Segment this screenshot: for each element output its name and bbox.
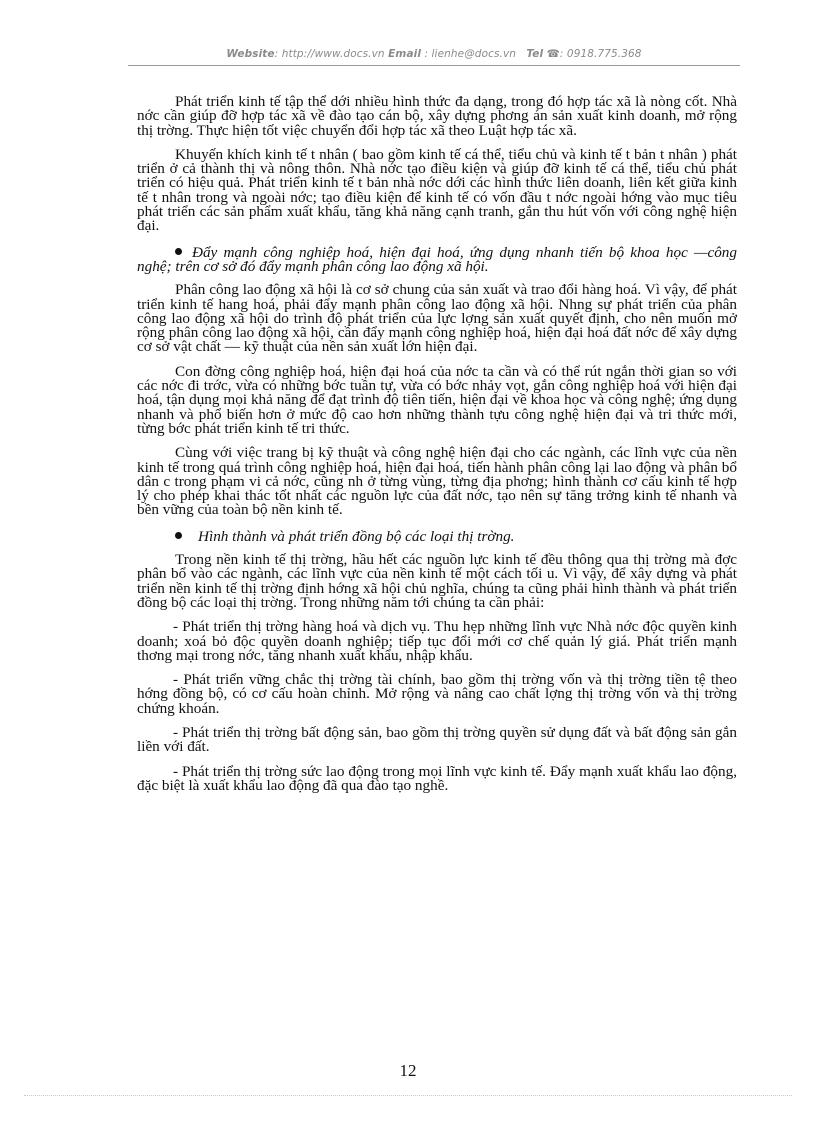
dash-item: - Phát triển vững chắc thị trờng tài chính, bao gồm thị trờng vốn và thị trờng tiền tệ theo hớng đồng bộ, có cơ cấu hoàn chỉnh. Mở rộng và nâng cao chất lợng thị trờng vốn và thị trờng chứng khoán. [137,671,737,717]
document-body [137,95,737,803]
tel-value: ☎: 0918.775.368 [543,48,642,60]
bullet-heading [137,527,737,545]
email-value: : lienhe@docs.vn [421,48,517,60]
paragraph: Phát triển kinh tế tập thể dới nhiều hình thức đa dạng, trong đó hợp tác xã là nòng cốt. Nhà nớc cần giúp đỡ hợp tác xã về đào tạo cán bộ, xây dựng phơng án sản xuất kinh doanh, mở rộng thị trờng. Thực hiện tốt việc chuyển đổi hợp tác xã theo Luật hợp tác xã. [137,93,737,139]
paragraph: Trong nền kinh tế thị trờng, hầu hết các nguồn lực kinh tế đều thông qua thị trờng mà đợc phân bổ vào các ngành, các lĩnh vực của nền kinh tế một cách tối u. Vì vậy, để xây dựng và phát triển nền kinh tế thị trờng định hớng xã hội chủ nghĩa, chúng ta cũng phải hình thành và phát triển đồng bộ các loại thị trờng. Trong những năm tới chúng ta cần phải: [137,551,737,611]
paragraph: Phân công lao động xã hội là cơ sở chung của sản xuất và trao đổi hàng hoá. Vì vậy, để phát triển kinh tế hang hoá, phải đẩy mạnh phân công lao động xã hội. Nhng sự phát triển của phân công lao động xã hội do trình độ phát triển của lực lợng sản xuất quyết định, cho nên muốn mở rộng phân công lao động xã hội, cần đẩy mạnh công nghiệp hoá, hiện đại hoá đất nớc để xây dựng cơ sở vật chất — kỹ thuật của nền sản xuất lớn hiện đại. [137,281,737,356]
bullet-heading-text: Đẩy mạnh công nghiệp hoá, hiện đại hoá, ứng dụng nhanh tiến bộ khoa học —công nghệ; trên cơ sở đó đẩy mạnh phân công lao động xã hội. [137,243,737,275]
email-label: Email [388,48,422,60]
footer-divider [24,1095,792,1096]
paragraph: Cùng với việc trang bị kỹ thuật và công nghệ hiện đại cho các ngành, các lĩnh vực của nền kinh tế trong quá trình công nghiệp hoá, hiện đại hoá, tiến hành phân công lại lao động và phân bổ dân c trong phạm vi cả nớc, cũng nh ở từng vùng, từng địa phơng; hình thành cơ cấu kinh tế hợp lý cho phép khai thác tốt nhất các nguồn lực của đất nớc, tạo nên sự tăng trởng kinh tế nhanh và bền vững của toàn bộ nền kinh tế. [137,444,737,519]
page-header [128,48,740,60]
tel-label: Tel [526,48,544,60]
bullet-heading [137,243,737,275]
paragraph: Khuyến khích kinh tế t nhân ( bao gồm kinh tế cá thể, tiểu chủ và kinh tế t bản t nhân ) phát triển ở cả thành thị và nông thôn. Nhà nớc tạo điều kiện và giúp đỡ kinh tế cá thể, tiểu chủ phát triển có hiệu quả. Phát triển kinh tế t bản nhà nớc dới các hình thức liên doanh, liên kết giữa kinh tế t nhân trong và ngoài nớc; tạo điều kiện để kinh tế có vốn đầu t nớc ngoài hớng vào mục tiêu phát triển các sản phẩm xuất khẩu, tăng khả năng cạnh tranh, gắn thu hút vốn với công nghệ hiện đại. [137,145,737,235]
bullet-dot-icon [175,248,182,255]
dash-item: - Phát triển thị trờng sức lao động trong mọi lĩnh vực kinh tế. Đẩy mạnh xuất khẩu lao động, đặc biệt là xuất khẩu lao động đã qua đào tạo nghề. [137,762,737,794]
page-number: 12 [399,1061,417,1080]
paragraph: Con đờng công nghiệp hoá, hiện đại hoá của nớc ta cần và có thể rút ngắn thời gian so với các nớc đi trớc, vừa có những bớc tuần tự, vừa có bớc nhảy vọt, gắn công nghiệp hoá với hiện đại hoá, tận dụng mọi khả năng để đạt trình độ tiên tiến, hiện đại về khoa học và công nghệ; ứng dụng nhanh và phổ biến hơn ở mức độ cao hơn những thành tựu công nghệ hiện đại và tri thức mới, từng bớc phát triển kinh tế tri thức. [137,362,737,437]
dash-item: - Phát triển thị trờng bất động sản, bao gồm thị trờng quyền sử dụng đất và bất động sản gắn liền với đất. [137,723,737,756]
bullet-dot-icon [175,532,182,539]
website-label: Website [226,48,275,60]
bullet-heading-text: Hình thành và phát triển đồng bộ các loại thị trờng. [198,527,515,545]
dash-item: - Phát triển thị trờng hàng hoá và dịch vụ. Thu hẹp những lĩnh vực Nhà nớc độc quyền kinh doanh; xoá bỏ độc quyền doanh nghiệp; tiếp tục đổi mới cơ chế quản lý giá. Phát triển mạnh thơng mại trong nớc, tăng nhanh xuất khẩu, nhập khẩu. [137,618,737,664]
website-value: : http://www.docs.vn [274,48,385,60]
header-divider [128,65,740,66]
